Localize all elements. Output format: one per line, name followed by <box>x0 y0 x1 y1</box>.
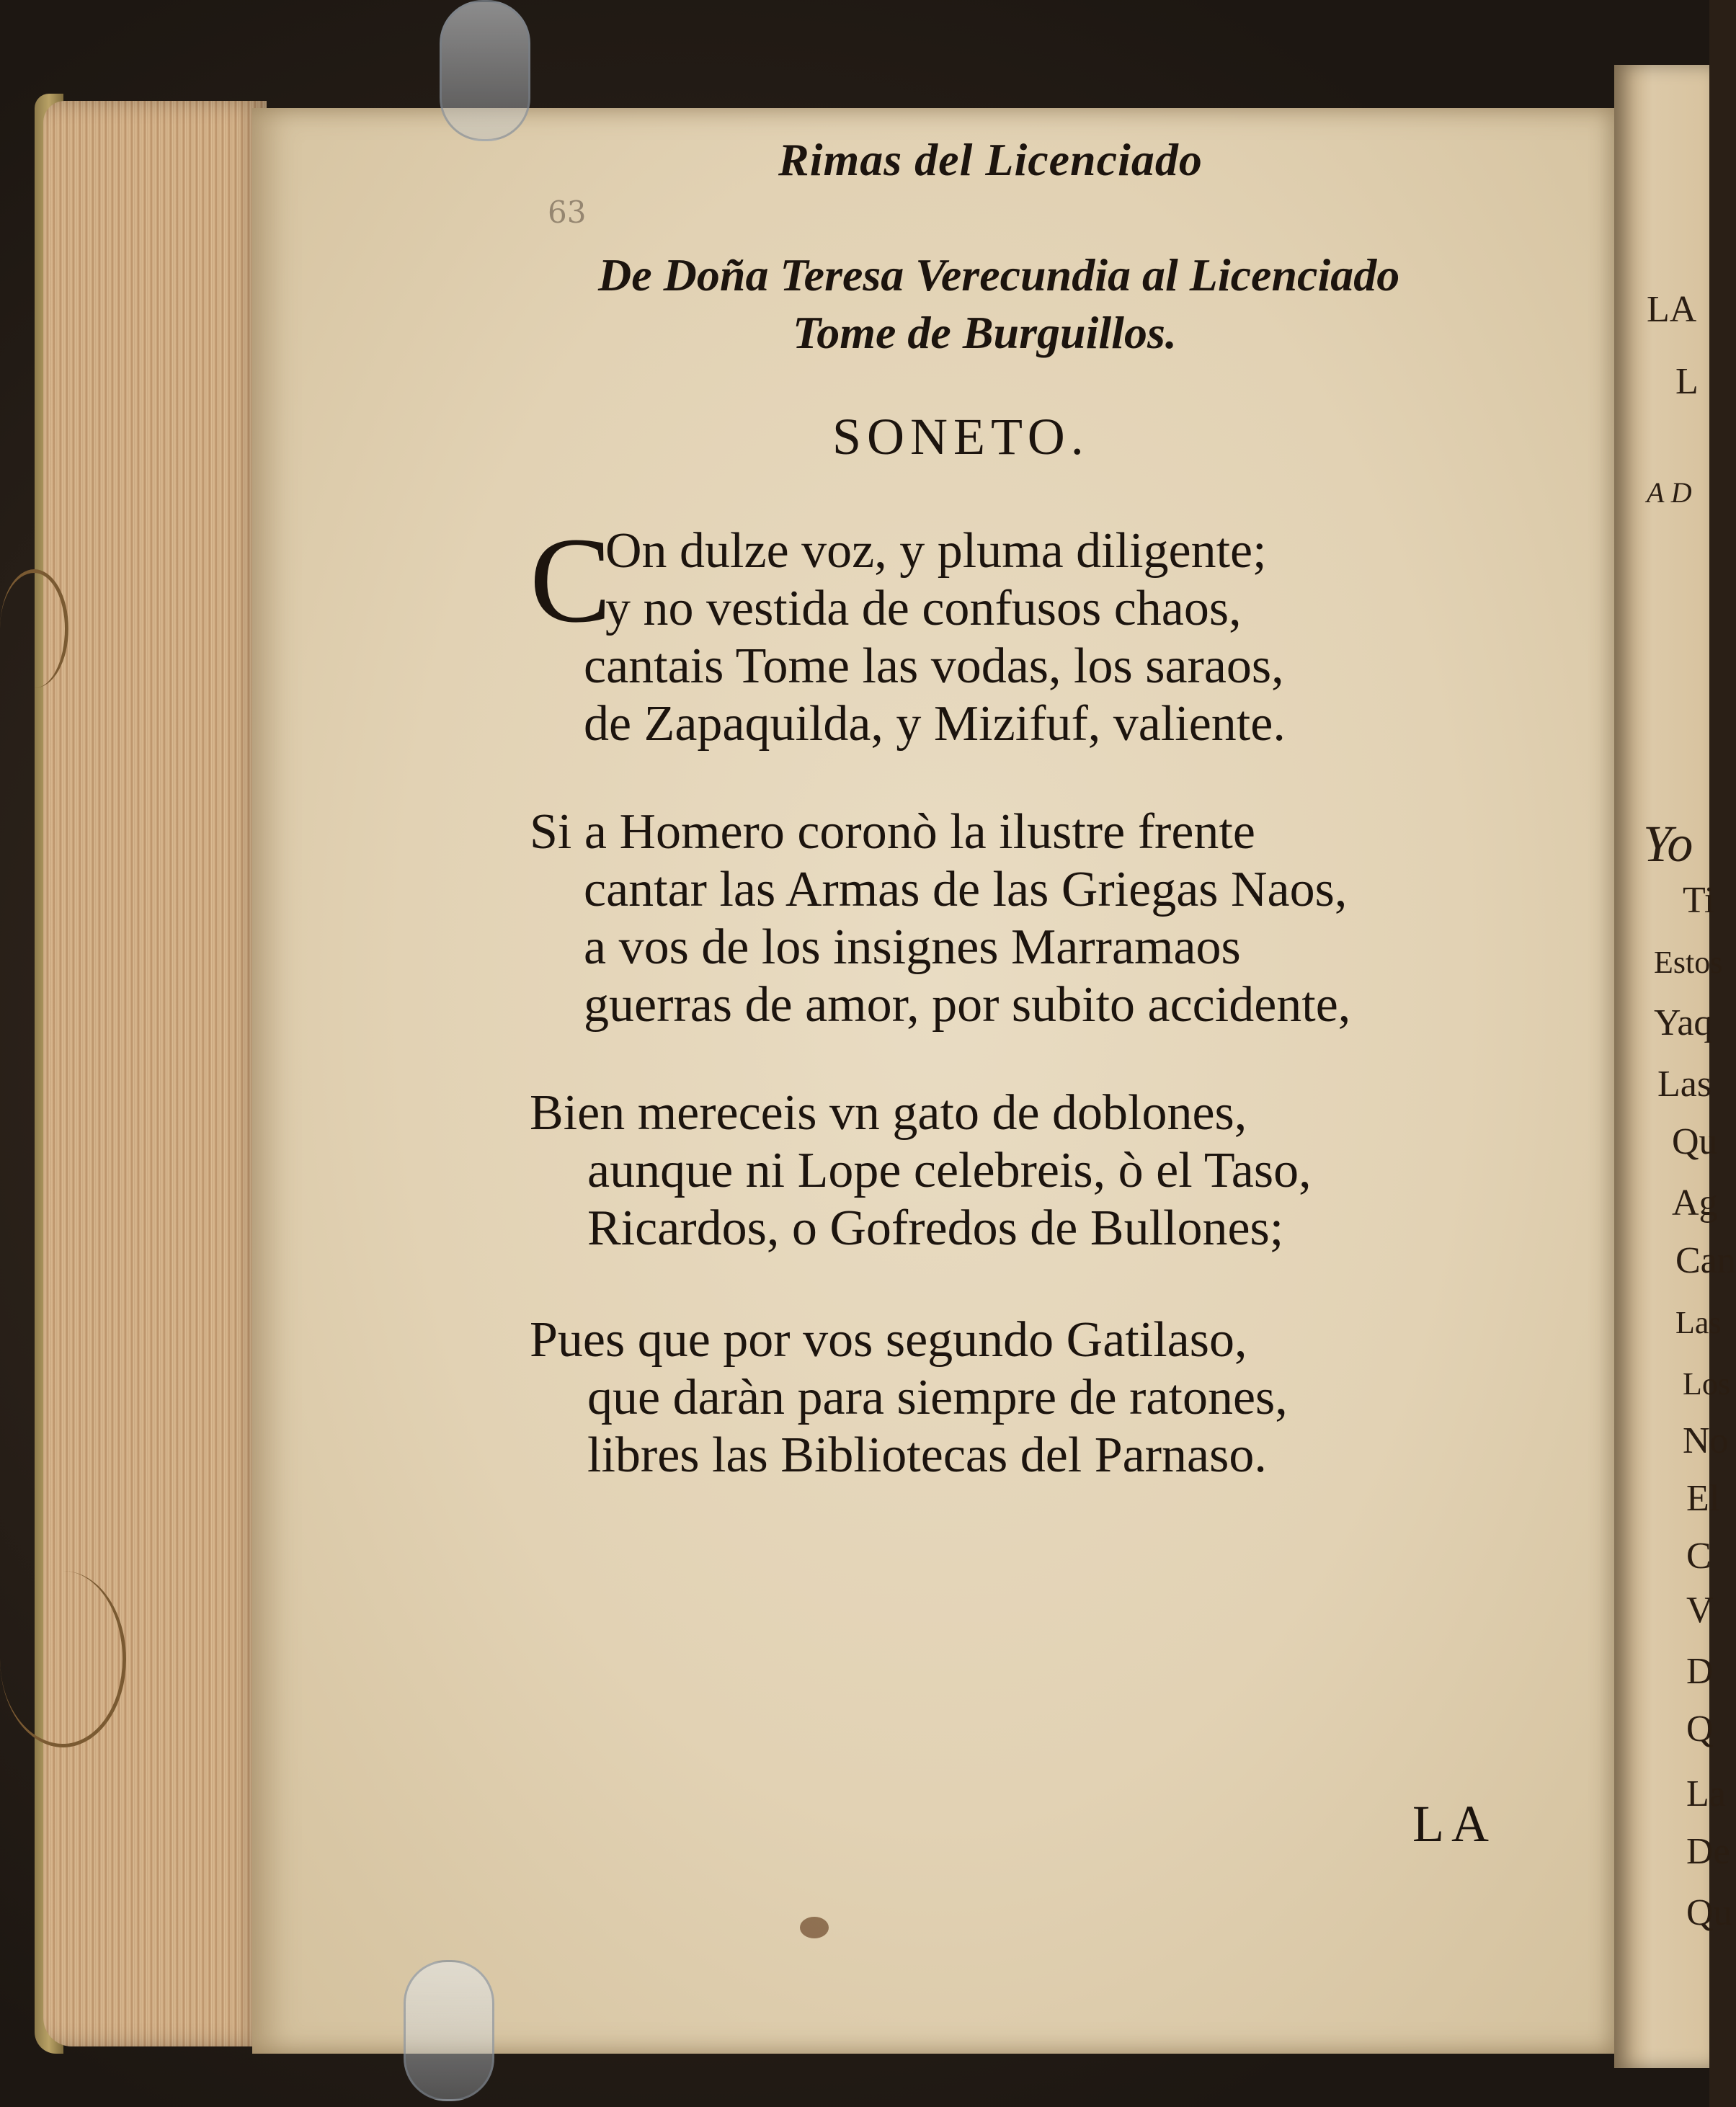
page-number: 63 <box>548 195 587 230</box>
next-page-fragment: Qu <box>1686 1892 1732 1933</box>
next-page-fragment: La <box>1686 1773 1726 1814</box>
next-page-fragment: Estos <box>1654 945 1723 980</box>
verse-line: a vos de los insignes Marramaos <box>584 919 1241 975</box>
verse-line: libres las Bibliotecas del Parnaso. <box>587 1427 1267 1483</box>
verse-line: On dulze voz, y pluma diligente; <box>605 523 1267 579</box>
next-page-fragment: A D <box>1647 476 1692 509</box>
page-clip-bottom <box>404 1960 494 2101</box>
verse-line: Si a Homero coronò la ilustre frente <box>530 804 1255 860</box>
verse-line: de Zapaquilda, y Mizifuf, valiente. <box>584 696 1286 752</box>
next-page-fragment: Las <box>1657 1064 1712 1105</box>
next-page-fragment: C <box>1686 1536 1711 1577</box>
next-page-fragment: Yo <box>1643 815 1693 873</box>
binding-string <box>0 1571 126 1747</box>
poem-title: SONETO. <box>832 408 1090 466</box>
catchword: LA <box>1412 1795 1496 1853</box>
running-head: Rimas del Licenciado <box>778 134 1203 185</box>
next-page-fragment: V <box>1686 1590 1714 1631</box>
verse-line: Bien mereceis vn gato de doblones, <box>530 1085 1247 1141</box>
next-page-fragment: Qu <box>1672 1121 1718 1162</box>
next-page-fragment: Las <box>1675 1305 1722 1340</box>
heading-line-2: Tome de Burguillos. <box>793 307 1177 358</box>
verse-line: aunque ni Lope celebreis, ò el Taso, <box>587 1143 1312 1198</box>
next-page-fragment: Los <box>1683 1366 1730 1402</box>
next-page-sliver <box>1614 65 1736 2068</box>
verse-line: Pues que por vos segundo Gatilaso, <box>530 1312 1247 1368</box>
next-page-fragment: De <box>1686 1831 1730 1872</box>
verse-line: Ricardos, o Gofredos de Bullones; <box>587 1200 1284 1256</box>
ink-stain <box>800 1917 829 1938</box>
next-page-fragment: Can <box>1675 1240 1736 1281</box>
verse-line: guerras de amor, por subito accidente, <box>584 977 1351 1033</box>
page-edges <box>43 101 267 2046</box>
next-page-fragment: Ag <box>1672 1182 1718 1224</box>
next-page-fragment: Q <box>1686 1709 1714 1750</box>
next-page-fragment: Ti <box>1683 880 1715 921</box>
next-page-fragment: Yaq <box>1654 1002 1713 1043</box>
verse-line: y no vestida de confusos chaos, <box>605 581 1242 636</box>
next-page-fragment: D <box>1686 1651 1714 1692</box>
verse-line: que daràn para siempre de ratones, <box>587 1370 1288 1425</box>
next-page-fragment: LA <box>1647 289 1697 330</box>
binding-string <box>0 569 68 688</box>
verse-line: cantais Tome las vodas, los saraos, <box>584 638 1284 694</box>
drop-cap: C <box>530 512 612 648</box>
heading-line-1: De Doña Teresa Verecundia al Licenciado <box>598 249 1400 300</box>
page-clip-top <box>440 0 530 141</box>
verse-line: cantar las Armas de las Griegas Naos, <box>584 862 1348 917</box>
next-page-fragment: No <box>1683 1420 1729 1461</box>
next-page-fragment: L <box>1675 361 1699 402</box>
next-page-fragment: El <box>1686 1478 1720 1519</box>
book-page <box>252 108 1614 2054</box>
